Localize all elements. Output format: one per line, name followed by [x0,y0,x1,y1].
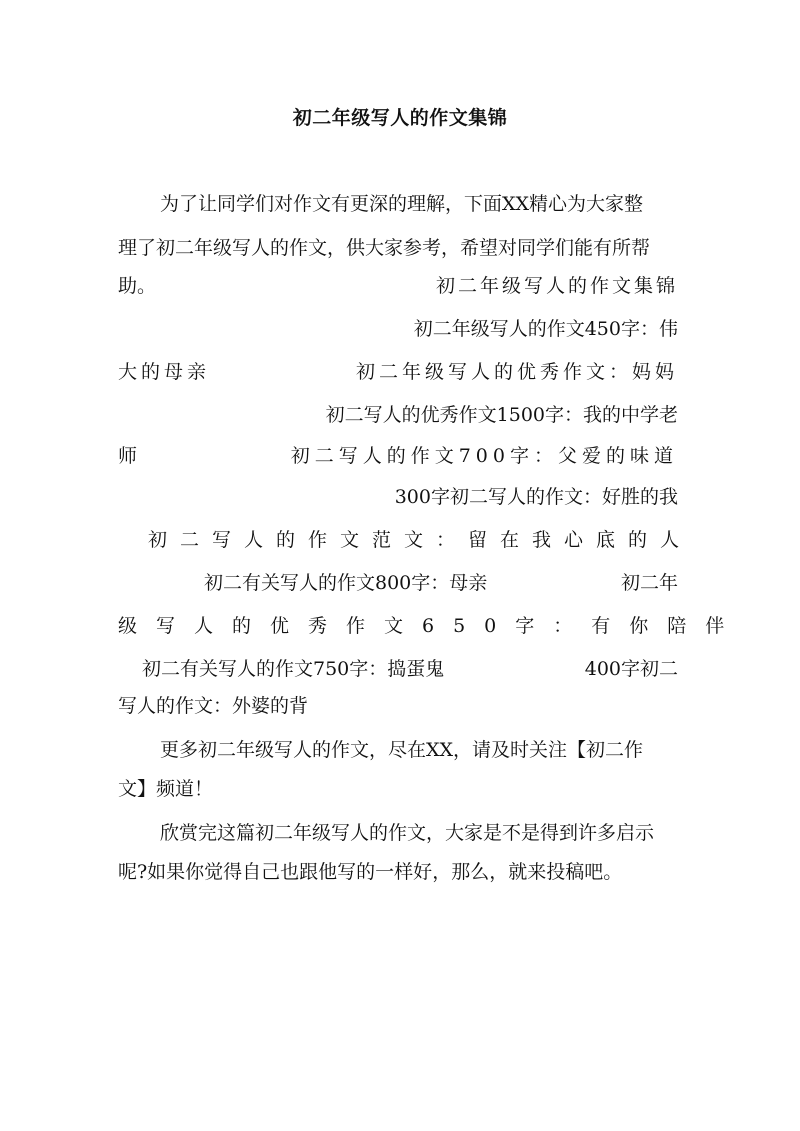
link-line-5-left[interactable]: 大的母亲 [118,361,211,383]
closing-line-2: 呢?如果你觉得自己也跟他写的一样好，那么，就来投稿吧。 [118,861,623,883]
more-line-1: 更多初二年级写人的作文，尽在XX，请及时关注【初二作 [160,739,644,761]
link-line-12-left[interactable]: 初二有关写人的作文750字：捣蛋鬼 [142,658,445,680]
closing-line-1: 欣赏完这篇初二年级写人的作文，大家是不是得到许多启示 [160,822,655,844]
link-line-13[interactable]: 写人的作文：外婆的背 [118,695,309,717]
link-line-4[interactable]: 初二年级写人的作文450字：伟 [413,318,678,340]
document-title: 初二年级写人的作文集锦 [292,107,508,129]
link-collection-title[interactable]: 初二年级写人的作文集锦 [435,275,678,297]
link-line-7 [118,443,678,469]
intro-line-3 [118,273,678,299]
link-line-12-right[interactable]: 400字初二 [584,658,678,680]
link-line-10-right[interactable]: 初二年 [620,572,678,594]
more-line-2: 文】频道！ [118,778,214,800]
link-line-7-right[interactable]: 初二写人的作文700字：父爱的味道 [290,445,678,467]
link-line-8[interactable]: 300字初二写人的作文：好胜的我 [394,486,678,508]
link-line-11[interactable]: 级写人的优秀作文650字：有你陪伴 [118,615,744,637]
link-line-5 [118,359,678,385]
link-line-9[interactable]: 初二写人的作文范文：留在我心底的人 [148,529,693,551]
intro-line-1: 为了让同学们对作文有更深的理解，下面XX精心为大家整 [160,193,644,215]
link-line-6[interactable]: 初二写人的优秀作文1500字：我的中学老 [325,404,678,426]
intro-line-3-left: 助。 [118,275,157,297]
intro-line-2: 理了初二年级写人的作文，供大家参考，希望对同学们能有所帮 [118,237,651,259]
link-line-10-left[interactable]: 初二有关写人的作文800字：母亲 [204,572,488,594]
link-line-5-right[interactable]: 初二年级写人的优秀作文：妈妈 [355,361,678,383]
link-line-7-left[interactable]: 师 [118,445,138,467]
